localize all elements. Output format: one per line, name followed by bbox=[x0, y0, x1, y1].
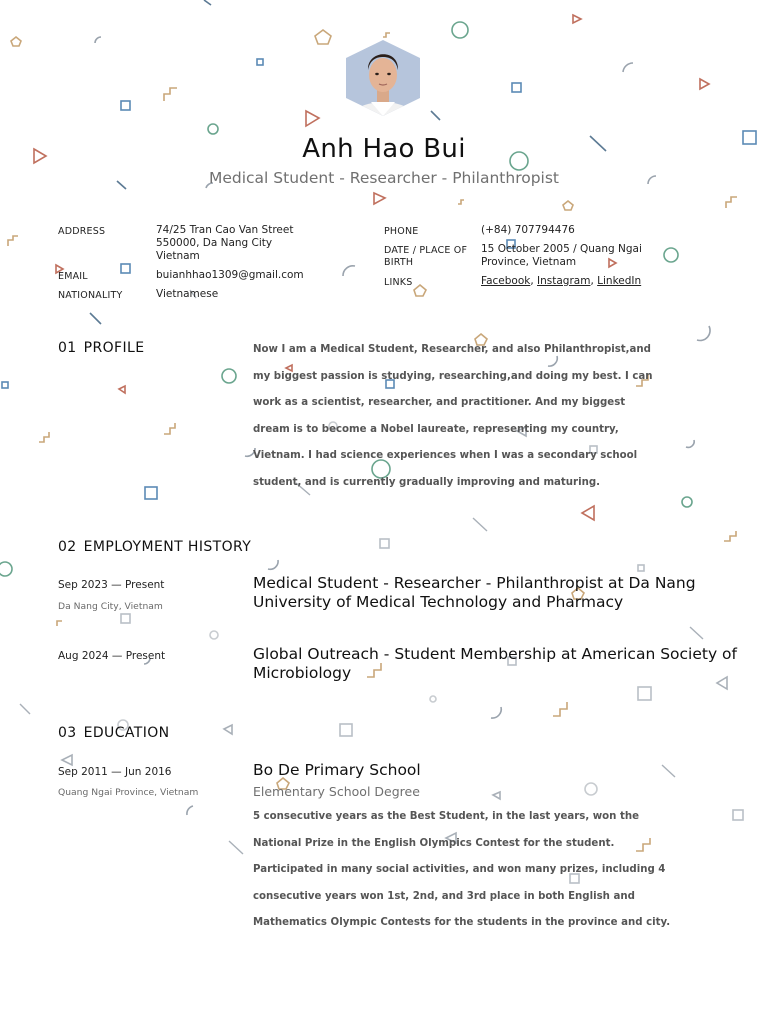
education-line: National Prize in the English Olympics Contest for the student. bbox=[253, 837, 615, 849]
section-number: 01 bbox=[58, 340, 77, 356]
person-tagline: Medical Student - Researcher - Philanthropist bbox=[208, 169, 560, 187]
profile-line: dream is to become a Nobel laureate, representing my country, bbox=[253, 423, 619, 435]
section-title-education bbox=[58, 725, 170, 741]
profile-line: my biggest passion is studying, researching,and doing my best. I can bbox=[253, 370, 653, 382]
education-description bbox=[253, 804, 670, 937]
profile-line: work as a scientist, researcher, and practitioner. And my biggest bbox=[253, 397, 626, 409]
birth-line: 15 October 2005 / Quang Ngai bbox=[481, 243, 642, 255]
address-line: 550000, Da Nang City bbox=[156, 237, 273, 249]
job-title bbox=[253, 574, 696, 612]
links-label: LINKS bbox=[384, 277, 413, 288]
nationality-value: Vietnamese bbox=[156, 288, 219, 300]
education-date: Sep 2011 — Jun 2016 bbox=[58, 766, 172, 778]
nationality-label: NATIONALITY bbox=[58, 290, 123, 301]
section-number: 03 bbox=[58, 725, 77, 741]
education-line: Mathematics Olympic Contests for the students in the province and city. bbox=[253, 917, 671, 929]
address-value bbox=[156, 224, 293, 263]
instagram-link[interactable]: Instagram bbox=[537, 275, 591, 287]
phone-value[interactable]: (+84) 707794476 bbox=[481, 224, 575, 236]
phone-label: PHONE bbox=[384, 226, 419, 237]
job-title-line: Medical Student - Researcher - Philanthropist at Da Nang bbox=[253, 574, 696, 592]
person-name: Anh Hao Bui bbox=[302, 134, 466, 164]
link-separator: , bbox=[530, 275, 538, 287]
linkedin-link[interactable]: LinkedIn bbox=[597, 275, 642, 287]
birth-label bbox=[384, 245, 467, 269]
section-heading: EDUCATION bbox=[83, 725, 170, 741]
job-date: Sep 2023 — Present bbox=[58, 579, 165, 591]
job-title bbox=[253, 645, 737, 683]
profile-summary bbox=[253, 337, 653, 497]
section-title-employment bbox=[58, 539, 251, 555]
section-number: 02 bbox=[58, 539, 77, 555]
address-label: ADDRESS bbox=[58, 226, 106, 237]
birth-label-line: DATE / PLACE OF bbox=[384, 245, 468, 256]
profile-line: student, and is currently gradually improving and maturing. bbox=[253, 476, 600, 488]
job-title-line: Global Outreach - Student Membership at American Society of bbox=[253, 645, 737, 663]
address-line: Vietnam bbox=[156, 250, 200, 262]
education-line: 5 consecutive years as the Best Student, in the last years, won the bbox=[253, 811, 640, 822]
job-title-line: Microbiology bbox=[253, 664, 352, 682]
job-location: Da Nang City, Vietnam bbox=[58, 601, 163, 612]
links-value bbox=[481, 275, 641, 288]
birth-line: Province, Vietnam bbox=[481, 256, 577, 268]
job-title-line: University of Medical Technology and Pharmacy bbox=[253, 593, 624, 611]
birth-value bbox=[481, 243, 642, 269]
degree-name: Elementary School Degree bbox=[253, 784, 420, 799]
section-title-profile bbox=[58, 340, 144, 356]
birth-label-line: BIRTH bbox=[384, 257, 414, 268]
section-heading: EMPLOYMENT HISTORY bbox=[83, 539, 252, 555]
email-label: EMAIL bbox=[58, 271, 88, 282]
education-line: Participated in many social activities, and won many prizes, including 4 bbox=[253, 864, 666, 876]
education-location: Quang Ngai Province, Vietnam bbox=[58, 787, 199, 798]
address-line: 74/25 Tran Cao Van Street bbox=[156, 224, 294, 236]
school-name: Bo De Primary School bbox=[253, 761, 421, 779]
job-date: Aug 2024 — Present bbox=[58, 650, 166, 662]
education-line: consecutive years won 1st, 2nd, and 3rd place in both English and bbox=[253, 890, 635, 902]
email-value[interactable]: buianhhao1309@gmail.com bbox=[156, 269, 304, 281]
link-separator: , bbox=[590, 275, 598, 287]
profile-photo bbox=[346, 40, 420, 116]
facebook-link[interactable]: Facebook bbox=[481, 275, 531, 287]
section-heading: PROFILE bbox=[83, 340, 145, 356]
profile-line: Vietnam. I had science experiences when I was a secondary school bbox=[253, 450, 638, 462]
profile-line: Now I am a Medical Student, Researcher, and also Philanthropist,and bbox=[253, 344, 651, 355]
